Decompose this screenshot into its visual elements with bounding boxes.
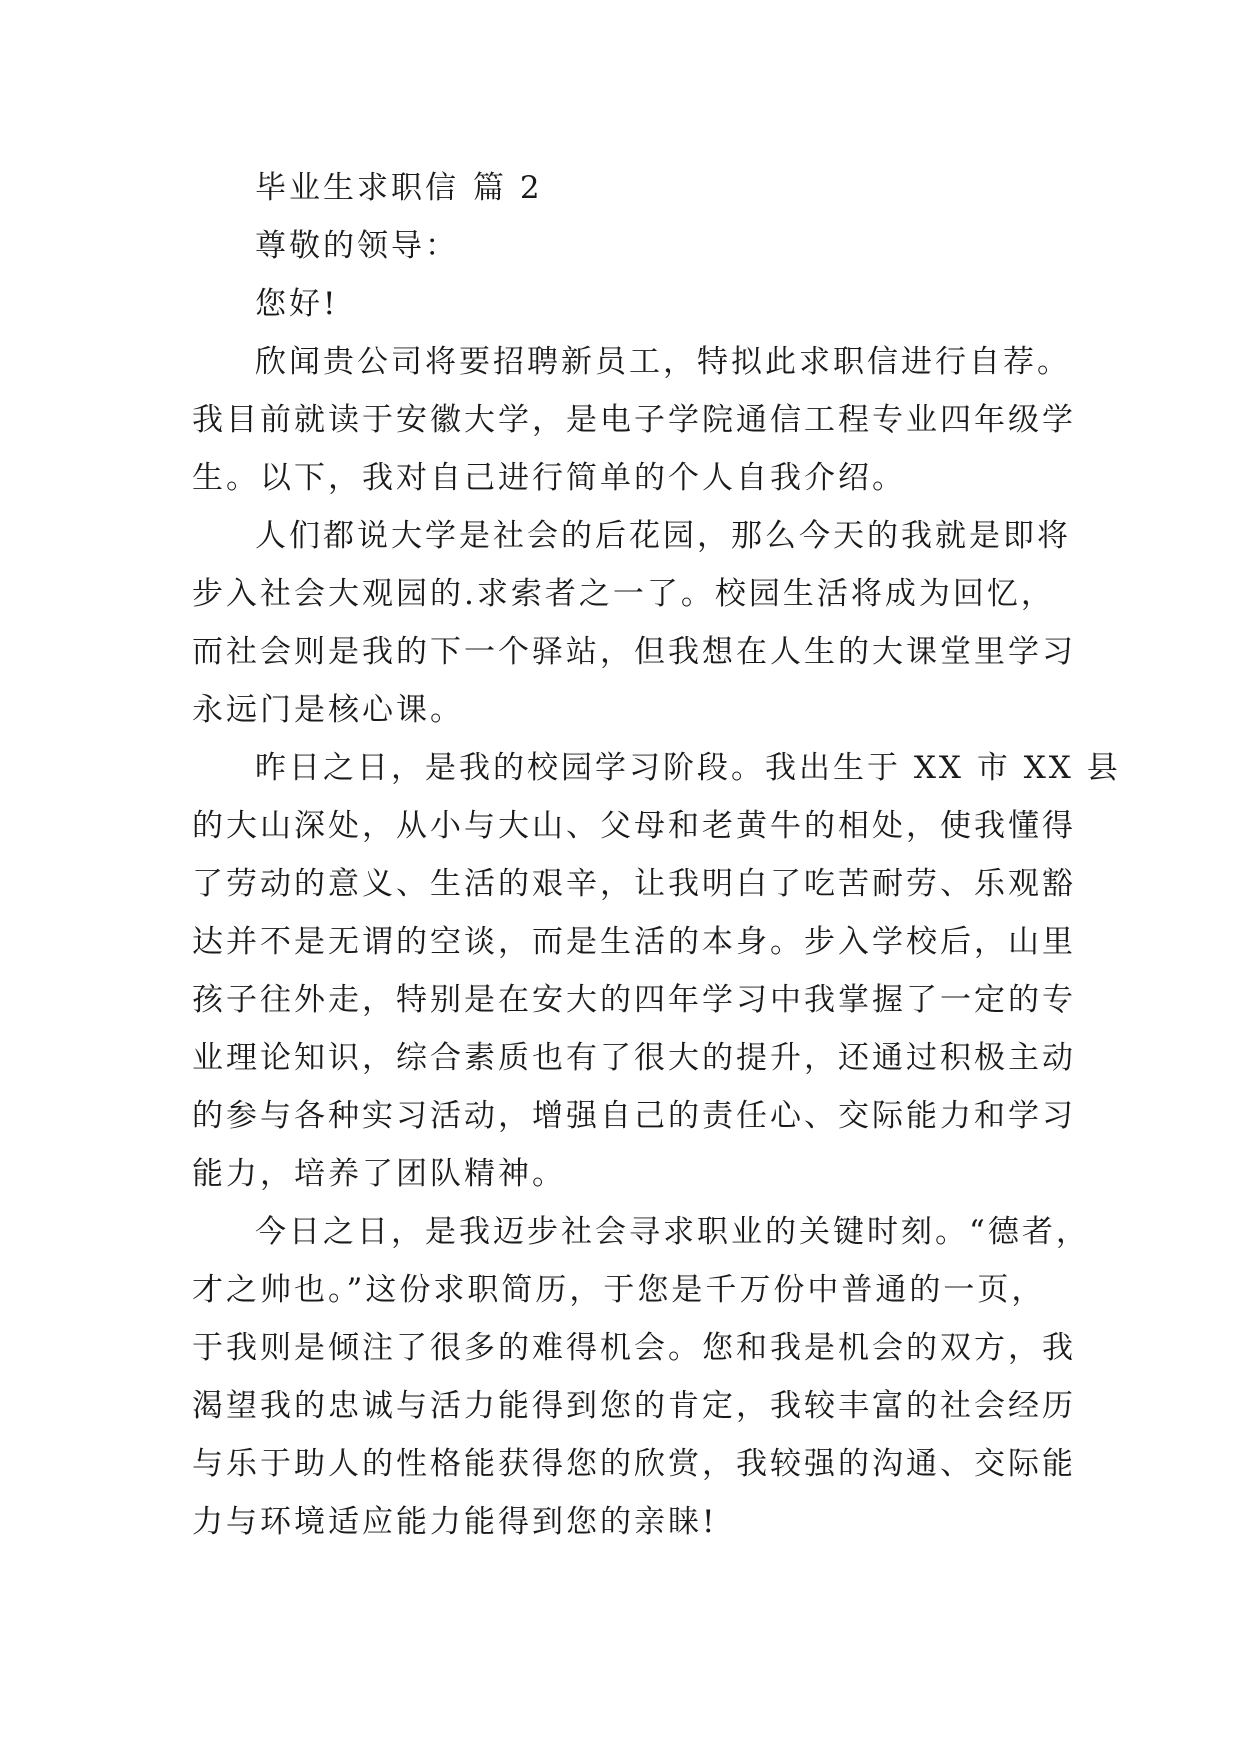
paragraph-line: 生。以下，我对自己进行简单的个人自我介绍。 [192, 460, 906, 496]
paragraph-line: 与乐于助人的性格能获得您的欣赏，我较强的沟通、交际能 [192, 1446, 1076, 1482]
paragraph-line: 业理论知识，综合素质也有了很大的提升，还通过积极主动 [192, 1040, 1076, 1076]
paragraph-line: 欣闻贵公司将要招聘新员工，特拟此求职信进行自荐。 [255, 344, 1071, 380]
paragraph-line: 的大山深处，从小与大山、父母和老黄牛的相处，使我懂得 [192, 808, 1076, 844]
paragraph-line: 人们都说大学是社会的后花园，那么今天的我就是即将 [255, 518, 1071, 554]
paragraph-line: 于我则是倾注了很多的难得机会。您和我是机会的双方，我 [192, 1330, 1076, 1366]
paragraph-line: 能力，培养了团队精神。 [192, 1156, 566, 1192]
paragraph-line: 达并不是无谓的空谈，而是生活的本身。步入学校后，山里 [192, 924, 1076, 960]
paragraph-line: 渴望我的忠诚与活力能得到您的肯定，我较丰富的社会经历 [192, 1388, 1076, 1424]
paragraph-line: 今日之日，是我迈步社会寻求职业的关键时刻。“德者， [255, 1214, 1090, 1250]
paragraph-line: 步入社会大观园的.求索者之一了。校园生活将成为回忆， [192, 576, 1055, 612]
paragraph-line: 力与环境适应能力能得到您的亲睐! [192, 1504, 718, 1540]
greeting: 您好! [255, 286, 339, 322]
paragraph-line: 了劳动的意义、生活的艰辛，让我明白了吃苦耐劳、乐观豁 [192, 866, 1076, 902]
letter-title [192, 159, 1054, 217]
salutation: 尊敬的领导： [255, 228, 459, 264]
title-text: 毕业生求职信 [255, 170, 459, 206]
paragraph-line: 才之帅也。”这份求职简历，于您是千万份中普通的一页， [192, 1272, 1046, 1308]
paragraph-intro [192, 333, 1076, 507]
title-suffix: 篇 2 [473, 170, 543, 206]
paragraph-line: 昨日之日，是我的校园学习阶段。我出生于 XX 市 XX 县 [255, 750, 1121, 786]
paragraph-line: 我目前就读于安徽大学，是电子学院通信工程专业四年级学 [192, 402, 1076, 438]
paragraph-past [192, 739, 1121, 1203]
paragraph-university [192, 507, 1076, 739]
paragraph-line: 孩子往外走，特别是在安大的四年学习中我掌握了一定的专 [192, 982, 1076, 1018]
paragraph-present [192, 1203, 1090, 1551]
paragraph-line: 的参与各种实习活动，增强自己的责任心、交际能力和学习 [192, 1098, 1076, 1134]
paragraph-line: 而社会则是我的下一个驿站，但我想在人生的大课堂里学习 [192, 634, 1076, 670]
paragraph-line: 永远门是核心课。 [192, 692, 464, 728]
letter-body [192, 159, 1121, 1551]
